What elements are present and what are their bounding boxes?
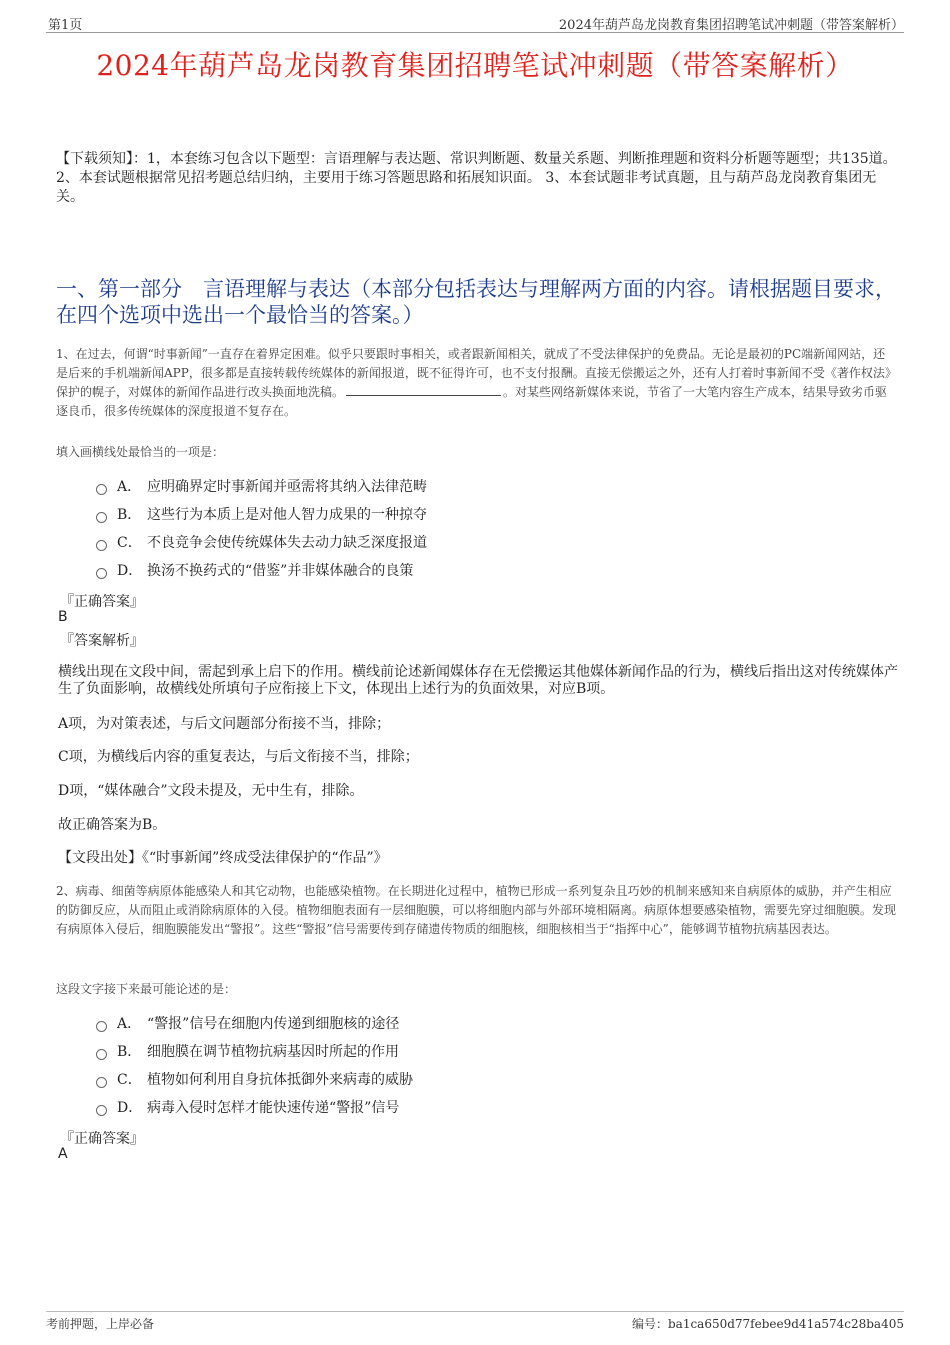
correct-answer-label: 『正确答案』: [60, 1131, 144, 1147]
analysis-label: 『答案解析』: [60, 633, 144, 649]
document-title: 2024年葫芦岛龙岗教育集团招聘笔试冲刺题（带答案解析）: [96, 49, 854, 82]
fill-blank: [346, 383, 501, 396]
question-1-stem: [56, 345, 896, 421]
option-letter: A．: [117, 1016, 142, 1032]
page-number: 第1页: [48, 18, 83, 33]
question-2-option-c[interactable]: [96, 1069, 413, 1089]
radio-icon[interactable]: [96, 1105, 107, 1116]
question-2-option-a[interactable]: [96, 1013, 399, 1033]
radio-icon[interactable]: [96, 1049, 107, 1060]
footer-divider: [46, 1311, 904, 1312]
correct-answer: A: [58, 1146, 68, 1162]
radio-icon[interactable]: [96, 540, 107, 551]
option-text: 应明确界定时事新闻并亟需将其纳入法律范畴: [147, 479, 427, 495]
document-id: 编号：ba1ca650d77febee9d41a574c28ba405: [631, 1317, 904, 1331]
option-text: 这些行为本质上是对他人智力成果的一种掠夺: [147, 507, 427, 523]
question-2-option-d[interactable]: [96, 1097, 399, 1117]
correct-answer-label: 『正确答案』: [60, 594, 144, 610]
option-letter: C．: [117, 535, 142, 551]
question-2-prompt: 这段文字接下来最可能论述的是：: [56, 982, 237, 996]
question-1-prompt: 填入画横线处最恰当的一项是：: [56, 445, 225, 459]
analysis-option-c: C项，为横线后内容的重复表达，与后文衔接不当，排除；: [58, 749, 419, 765]
radio-icon[interactable]: [96, 512, 107, 523]
question-2-stem: 2、病毒、细菌等病原体能感染人和其它动物，也能感染植物。在长期进化过程中，植物已形成一系列复杂且巧妙的机制来感知来自病原体的威胁，并产生相应的防御反应，从而阻止或消除病原体的入侵。植物细胞表面有一层细胞膜，可以将细胞内部与外部环境相隔离。病原体想要感染植物，需要先穿过细胞膜。发现有病原体入侵后，细胞膜能发出“警报”。这些“警报”信号需要传到存储遗传物质的细胞核，细胞核相当于“指挥中心”，能够调节植物抗病基因表达。: [56, 884, 897, 936]
radio-icon[interactable]: [96, 1077, 107, 1088]
question-1-option-b[interactable]: [96, 504, 427, 524]
question-1-stem-before: 1、在过去，何谓“时事新闻”一直存在着界定困难。似乎只要跟时事相关，或者跟新闻相关，就成了不受法律保护的免费品。无论是最初的PC端新闻网站，还是后来的手机端新闻APP，很多都是直接转载传统媒体的新闻报道，既不征得许可，也不支付报酬。直接无偿搬运之外，还有人打着时事新闻不受《著作权法》保护的幌子，对媒体的新闻作品进行改头换面地洗稿。: [56, 347, 891, 399]
download-notice: 【下载须知】：1，本套练习包含以下题型：言语理解与表达题、常识判断题、数量关系题、判断推理题和资料分析题等题型；共135道。 2、本套试题根据常见招考题总结归纳，主要用于练习答题思路和拓展知识面。 3、本套试题非考试真题，且与葫芦岛龙岗教育集团无关。: [56, 151, 897, 205]
option-letter: B．: [117, 507, 142, 523]
question-1-option-c[interactable]: [96, 532, 427, 552]
header-divider: [46, 32, 904, 33]
option-text: “警报”信号在细胞内传递到细胞核的途径: [147, 1016, 400, 1032]
question-2-option-b[interactable]: [96, 1041, 399, 1061]
option-text: 不良竞争会使传统媒体失去动力缺乏深度报道: [147, 535, 427, 551]
section-heading: 一、第一部分 言语理解与表达（本部分包括表达与理解两方面的内容。请根据题目要求，在四个选项中选出一个最恰当的答案。）: [56, 277, 896, 327]
option-letter: D．: [117, 563, 143, 579]
analysis-conclusion: 故正确答案为B。: [58, 817, 167, 833]
analysis-paragraph: 横线出现在文段中间，需起到承上启下的作用。横线前论述新闻媒体存在无偿搬运其他媒体新闻作品的行为，横线后指出这对传统媒体产生了负面影响，故横线处所填句子应衔接上下文，体现出上述行为的负面效果，对应B项。: [58, 664, 898, 697]
question-1-stem-after: 。对某些网络新媒体来说，节省了一大笔内容生产成本，结果导致劣币驱逐良币，很多传统媒体的深度报道不复存在。: [56, 385, 888, 418]
running-header: 2024年葫芦岛龙岗教育集团招聘笔试冲刺题（带答案解析）: [558, 18, 904, 33]
option-text: 换汤不换药式的“借鉴”并非媒体融合的良策: [147, 563, 414, 579]
option-letter: A．: [117, 479, 142, 495]
option-letter: D．: [117, 1100, 143, 1116]
option-text: 病毒入侵时怎样才能快速传递“警报”信号: [147, 1100, 400, 1116]
analysis-option-a: A项，为对策表述，与后文问题部分衔接不当，排除；: [58, 716, 391, 732]
option-letter: B．: [117, 1044, 142, 1060]
question-1-option-a[interactable]: [96, 476, 427, 496]
footer-slogan: 考前押题，上岸必备: [46, 1317, 155, 1331]
analysis-option-d: D项，“媒体融合”文段未提及，无中生有，排除。: [58, 783, 364, 799]
radio-icon[interactable]: [96, 484, 107, 495]
option-letter: C．: [117, 1072, 142, 1088]
correct-answer: B: [58, 609, 68, 625]
question-1-option-d[interactable]: [96, 560, 413, 580]
radio-icon[interactable]: [96, 568, 107, 579]
source-citation: 【文段出处】《“时事新闻”终成受法律保护的“作品”》: [58, 850, 388, 866]
option-text: 植物如何利用自身抗体抵御外来病毒的威胁: [147, 1072, 413, 1088]
radio-icon[interactable]: [96, 1021, 107, 1032]
option-text: 细胞膜在调节植物抗病基因时所起的作用: [147, 1044, 399, 1060]
